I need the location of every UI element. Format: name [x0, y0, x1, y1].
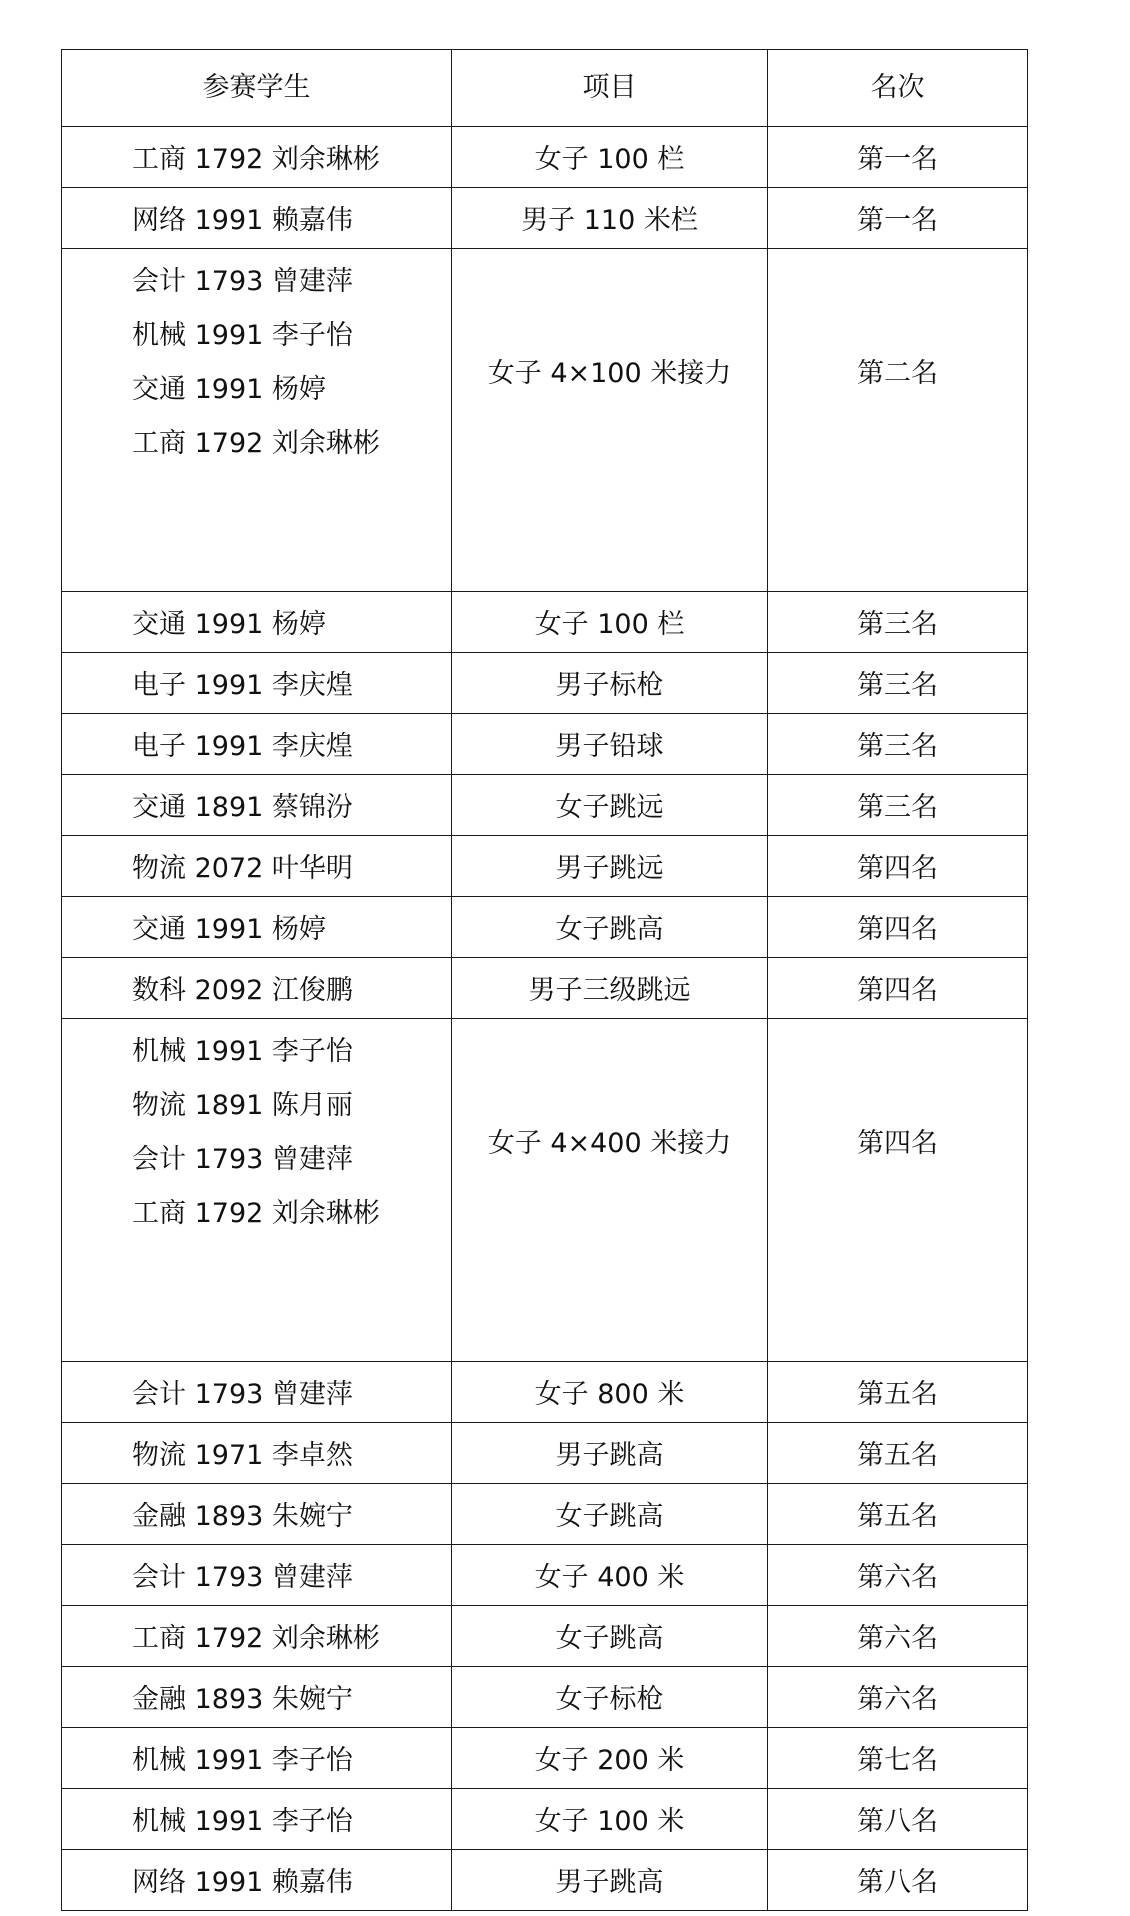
- student-name: 机械 1991 李子怡: [132, 1036, 353, 1067]
- student-name: 交通 1991 杨婷: [132, 609, 326, 640]
- student-name: 会计 1793 曾建萍: [132, 266, 353, 297]
- event-name: 女子跳高: [555, 914, 664, 945]
- table-row: [62, 1545, 1028, 1606]
- event-name: 女子 800 米: [534, 1379, 685, 1410]
- table-row: [62, 653, 1028, 714]
- student-cell: [62, 714, 452, 775]
- student-name: 工商 1792 刘余琳彬: [132, 1623, 380, 1654]
- table-row: [62, 127, 1028, 188]
- student-cell: [62, 249, 452, 592]
- student-cell: [62, 188, 452, 249]
- rank-label: 第三名: [857, 731, 938, 762]
- event-cell: [452, 775, 768, 836]
- header-student: 参赛学生: [62, 50, 452, 127]
- student-cell: [62, 1423, 452, 1484]
- header-rank: 名次: [768, 50, 1028, 127]
- table-row: [62, 1667, 1028, 1728]
- rank-label: 第三名: [857, 609, 938, 640]
- rank-cell: [768, 775, 1028, 836]
- rank-label: 第五名: [857, 1440, 938, 1471]
- student-cell: [62, 592, 452, 653]
- rank-label: 第五名: [857, 1379, 938, 1410]
- event-name: 男子标枪: [555, 670, 664, 701]
- rank-cell: [768, 1019, 1028, 1362]
- student-name: 机械 1991 李子怡: [132, 1745, 353, 1776]
- student-name: 金融 1893 朱婉宁: [132, 1501, 353, 1532]
- header-row: [62, 50, 1028, 127]
- student-name: 物流 2072 叶华明: [132, 853, 353, 884]
- student-cell: [62, 897, 452, 958]
- student-cell: [62, 958, 452, 1019]
- event-name: 女子 100 栏: [534, 609, 685, 640]
- table-row: [62, 188, 1028, 249]
- student-name: 电子 1991 李庆煌: [132, 731, 353, 762]
- rank-label: 第五名: [857, 1501, 938, 1532]
- table-row: [62, 249, 1028, 592]
- event-cell: [452, 714, 768, 775]
- table-row: [62, 897, 1028, 958]
- header-event: 项目: [452, 50, 768, 127]
- rank-cell: [768, 1606, 1028, 1667]
- table-row: [62, 1423, 1028, 1484]
- event-cell: [452, 836, 768, 897]
- rank-label: 第四名: [857, 1128, 938, 1159]
- student-name: 数科 2092 江俊鹏: [132, 975, 353, 1006]
- student-name: 机械 1991 李子怡: [132, 1806, 353, 1837]
- rank-label: 第四名: [857, 914, 938, 945]
- table-body: [62, 127, 1028, 1911]
- event-cell: [452, 1606, 768, 1667]
- event-cell: [452, 1019, 768, 1362]
- table-row: [62, 592, 1028, 653]
- rank-cell: [768, 1667, 1028, 1728]
- rank-cell: [768, 1545, 1028, 1606]
- student-cell: [62, 1728, 452, 1789]
- event-name: 女子跳高: [555, 1623, 664, 1654]
- event-name: 女子标枪: [555, 1684, 664, 1715]
- student-name: 交通 1991 杨婷: [132, 374, 326, 405]
- student-cell: [62, 1019, 452, 1362]
- student-cell: [62, 1606, 452, 1667]
- student-name: 网络 1991 赖嘉伟: [132, 205, 353, 236]
- event-name: 男子三级跳远: [528, 975, 691, 1006]
- rank-label: 第三名: [857, 670, 938, 701]
- rank-label: 第六名: [857, 1562, 938, 1593]
- event-name: 女子 4×400 米接力: [487, 1128, 732, 1159]
- table-row: [62, 1019, 1028, 1362]
- event-name: 男子跳高: [555, 1440, 664, 1471]
- student-name: 电子 1991 李庆煌: [132, 670, 353, 701]
- student-cell: [62, 775, 452, 836]
- student-name: 工商 1792 刘余琳彬: [132, 428, 380, 459]
- table-row: [62, 958, 1028, 1019]
- student-name: 交通 1891 蔡锦汾: [132, 792, 353, 823]
- student-name: 物流 1891 陈月丽: [132, 1090, 353, 1121]
- rank-cell: [768, 836, 1028, 897]
- event-cell: [452, 1484, 768, 1545]
- student-name: 金融 1893 朱婉宁: [132, 1684, 353, 1715]
- event-cell: [452, 1728, 768, 1789]
- table-row: [62, 714, 1028, 775]
- rank-cell: [768, 1362, 1028, 1423]
- student-cell: [62, 1545, 452, 1606]
- student-name: 会计 1793 曾建萍: [132, 1379, 353, 1410]
- student-cell: [62, 653, 452, 714]
- rank-label: 第一名: [857, 144, 938, 175]
- rank-cell: [768, 1850, 1028, 1911]
- rank-cell: [768, 714, 1028, 775]
- rank-cell: [768, 249, 1028, 592]
- rank-cell: [768, 1484, 1028, 1545]
- student-name: 工商 1792 刘余琳彬: [132, 144, 380, 175]
- event-name: 男子跳远: [555, 853, 664, 884]
- student-name: 工商 1792 刘余琳彬: [132, 1198, 380, 1229]
- student-name: 交通 1991 杨婷: [132, 914, 326, 945]
- student-name: 物流 1971 李卓然: [132, 1440, 353, 1471]
- table-row: [62, 1362, 1028, 1423]
- rank-cell: [768, 127, 1028, 188]
- table-row: [62, 1484, 1028, 1545]
- event-cell: [452, 1545, 768, 1606]
- event-cell: [452, 897, 768, 958]
- rank-cell: [768, 1728, 1028, 1789]
- results-table: [61, 49, 1028, 1911]
- rank-cell: [768, 1423, 1028, 1484]
- event-name: 女子 200 米: [534, 1745, 685, 1776]
- event-cell: [452, 1667, 768, 1728]
- rank-label: 第二名: [857, 358, 938, 389]
- student-name: 会计 1793 曾建萍: [132, 1562, 353, 1593]
- student-cell: [62, 127, 452, 188]
- rank-label: 第四名: [857, 853, 938, 884]
- event-cell: [452, 1423, 768, 1484]
- student-cell: [62, 836, 452, 897]
- student-name: 机械 1991 李子怡: [132, 320, 353, 351]
- student-cell: [62, 1484, 452, 1545]
- rank-cell: [768, 897, 1028, 958]
- event-cell: [452, 1850, 768, 1911]
- event-name: 男子铅球: [555, 731, 664, 762]
- event-cell: [452, 592, 768, 653]
- event-cell: [452, 958, 768, 1019]
- rank-label: 第六名: [857, 1623, 938, 1654]
- event-cell: [452, 127, 768, 188]
- rank-label: 第八名: [857, 1806, 938, 1837]
- event-name: 男子跳高: [555, 1867, 664, 1898]
- rank-label: 第三名: [857, 792, 938, 823]
- event-cell: [452, 653, 768, 714]
- rank-cell: [768, 188, 1028, 249]
- rank-cell: [768, 958, 1028, 1019]
- table-row: [62, 775, 1028, 836]
- event-name: 女子 100 栏: [534, 144, 685, 175]
- rank-label: 第四名: [857, 975, 938, 1006]
- event-name: 女子 400 米: [534, 1562, 685, 1593]
- event-cell: [452, 249, 768, 592]
- event-name: 女子 4×100 米接力: [487, 358, 732, 389]
- rank-label: 第八名: [857, 1867, 938, 1898]
- event-name: 女子 100 米: [534, 1806, 685, 1837]
- event-name: 女子跳远: [555, 792, 664, 823]
- student-cell: [62, 1850, 452, 1911]
- rank-label: 第六名: [857, 1684, 938, 1715]
- rank-cell: [768, 592, 1028, 653]
- event-cell: [452, 188, 768, 249]
- table-row: [62, 1606, 1028, 1667]
- table-row: [62, 836, 1028, 897]
- table-row: [62, 1728, 1028, 1789]
- student-name: 会计 1793 曾建萍: [132, 1144, 353, 1175]
- event-cell: [452, 1362, 768, 1423]
- rank-cell: [768, 653, 1028, 714]
- student-name: 网络 1991 赖嘉伟: [132, 1867, 353, 1898]
- student-cell: [62, 1362, 452, 1423]
- student-cell: [62, 1667, 452, 1728]
- rank-label: 第一名: [857, 205, 938, 236]
- event-name: 男子 110 米栏: [521, 205, 698, 236]
- event-name: 女子跳高: [555, 1501, 664, 1532]
- table-row: [62, 1850, 1028, 1911]
- rank-label: 第七名: [857, 1745, 938, 1776]
